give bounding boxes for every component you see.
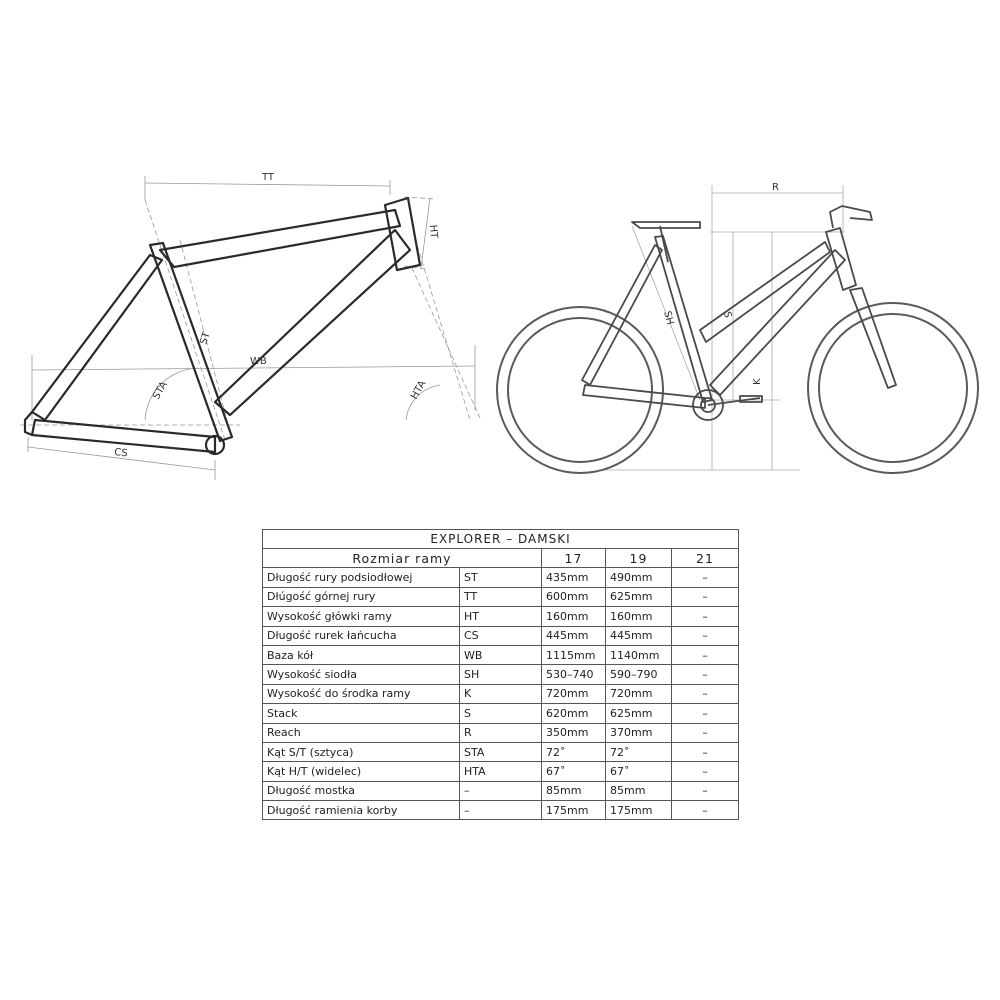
geometry-table bbox=[262, 529, 739, 820]
row-value-17: 445mm bbox=[542, 626, 606, 645]
row-name: Reach bbox=[263, 723, 460, 742]
row-value-21: – bbox=[672, 742, 739, 761]
row-abbr: HT bbox=[460, 607, 542, 626]
row-value-19: 72˚ bbox=[606, 742, 672, 761]
row-name: Stack bbox=[263, 704, 460, 723]
row-abbr: – bbox=[460, 781, 542, 800]
label-s: S bbox=[721, 310, 733, 319]
row-name: Wysokość siodła bbox=[263, 665, 460, 684]
row-value-19: 625mm bbox=[606, 704, 672, 723]
label-st: ST bbox=[198, 330, 213, 346]
table-row bbox=[263, 684, 739, 703]
label-hta: HTA bbox=[409, 378, 429, 402]
row-value-21: – bbox=[672, 781, 739, 800]
row-name: Długość rurek łańcucha bbox=[263, 626, 460, 645]
table-row bbox=[263, 801, 739, 820]
label-sta: STA bbox=[151, 379, 170, 402]
row-value-19: 490mm bbox=[606, 568, 672, 587]
table-row bbox=[263, 626, 739, 645]
header-frame-size: Rozmiar ramy bbox=[263, 549, 542, 568]
row-value-17: 175mm bbox=[542, 801, 606, 820]
label-r: R bbox=[772, 182, 779, 193]
row-value-21: – bbox=[672, 723, 739, 742]
table-row bbox=[263, 665, 739, 684]
row-name: Wysokość do środka ramy bbox=[263, 684, 460, 703]
row-name: Długość rury podsiodłowej bbox=[263, 568, 460, 587]
row-name: Kąt H/T (widelec) bbox=[263, 762, 460, 781]
row-value-19: 445mm bbox=[606, 626, 672, 645]
label-tt: TT bbox=[262, 172, 275, 183]
header-size-19: 19 bbox=[606, 549, 672, 568]
table-row bbox=[263, 704, 739, 723]
label-cs: CS bbox=[113, 447, 129, 460]
table-row bbox=[263, 762, 739, 781]
table-row bbox=[263, 587, 739, 606]
row-abbr: SH bbox=[460, 665, 542, 684]
label-k: K bbox=[752, 378, 763, 385]
row-value-19: 370mm bbox=[606, 723, 672, 742]
front-wheel bbox=[808, 303, 978, 473]
row-abbr: HTA bbox=[460, 762, 542, 781]
row-abbr: K bbox=[460, 684, 542, 703]
row-value-17: 67˚ bbox=[542, 762, 606, 781]
row-value-19: 160mm bbox=[606, 607, 672, 626]
table-row bbox=[263, 723, 739, 742]
table-header-row bbox=[263, 549, 739, 568]
row-value-19: 175mm bbox=[606, 801, 672, 820]
row-value-17: 620mm bbox=[542, 704, 606, 723]
header-size-21: 21 bbox=[672, 549, 739, 568]
row-name: Kąt S/T (sztyca) bbox=[263, 742, 460, 761]
row-abbr: ST bbox=[460, 568, 542, 587]
row-abbr: R bbox=[460, 723, 542, 742]
row-value-19: 720mm bbox=[606, 684, 672, 703]
table-row bbox=[263, 742, 739, 761]
row-value-17: 435mm bbox=[542, 568, 606, 587]
row-name: Wysokość główki ramy bbox=[263, 607, 460, 626]
bike-frame bbox=[582, 206, 896, 420]
table-row bbox=[263, 607, 739, 626]
label-wb: WB bbox=[250, 356, 267, 367]
row-abbr: WB bbox=[460, 645, 542, 664]
row-name: Dłúgość górnej rury bbox=[263, 587, 460, 606]
row-value-21: – bbox=[672, 568, 739, 587]
row-value-21: – bbox=[672, 801, 739, 820]
bike-dimension-lines bbox=[600, 185, 845, 470]
row-value-21: – bbox=[672, 665, 739, 684]
label-sh: SH bbox=[661, 309, 676, 327]
row-value-21: – bbox=[672, 607, 739, 626]
row-value-17: 600mm bbox=[542, 587, 606, 606]
row-value-17: 1115mm bbox=[542, 645, 606, 664]
row-name: Długość ramienia korby bbox=[263, 801, 460, 820]
table-row bbox=[263, 568, 739, 587]
row-value-17: 350mm bbox=[542, 723, 606, 742]
row-value-19: 590–790 bbox=[606, 665, 672, 684]
row-value-17: 72˚ bbox=[542, 742, 606, 761]
row-value-21: – bbox=[672, 626, 739, 645]
row-name: Baza kół bbox=[263, 645, 460, 664]
row-abbr: – bbox=[460, 801, 542, 820]
row-name: Długość mostka bbox=[263, 781, 460, 800]
row-value-19: 67˚ bbox=[606, 762, 672, 781]
table-row bbox=[263, 645, 739, 664]
row-value-17: 85mm bbox=[542, 781, 606, 800]
row-value-21: – bbox=[672, 587, 739, 606]
row-value-21: – bbox=[672, 684, 739, 703]
row-value-17: 160mm bbox=[542, 607, 606, 626]
label-ht: HT bbox=[427, 224, 440, 239]
row-value-21: – bbox=[672, 762, 739, 781]
row-value-19: 625mm bbox=[606, 587, 672, 606]
table-title: EXPLORER – DAMSKI bbox=[263, 530, 739, 549]
row-value-17: 530–740 bbox=[542, 665, 606, 684]
row-abbr: STA bbox=[460, 742, 542, 761]
table-row bbox=[263, 781, 739, 800]
row-abbr: CS bbox=[460, 626, 542, 645]
row-value-17: 720mm bbox=[542, 684, 606, 703]
wheels bbox=[497, 303, 978, 473]
row-value-19: 1140mm bbox=[606, 645, 672, 664]
row-abbr: S bbox=[460, 704, 542, 723]
row-value-19: 85mm bbox=[606, 781, 672, 800]
row-value-21: – bbox=[672, 645, 739, 664]
row-value-21: – bbox=[672, 704, 739, 723]
row-abbr: TT bbox=[460, 587, 542, 606]
header-size-17: 17 bbox=[542, 549, 606, 568]
